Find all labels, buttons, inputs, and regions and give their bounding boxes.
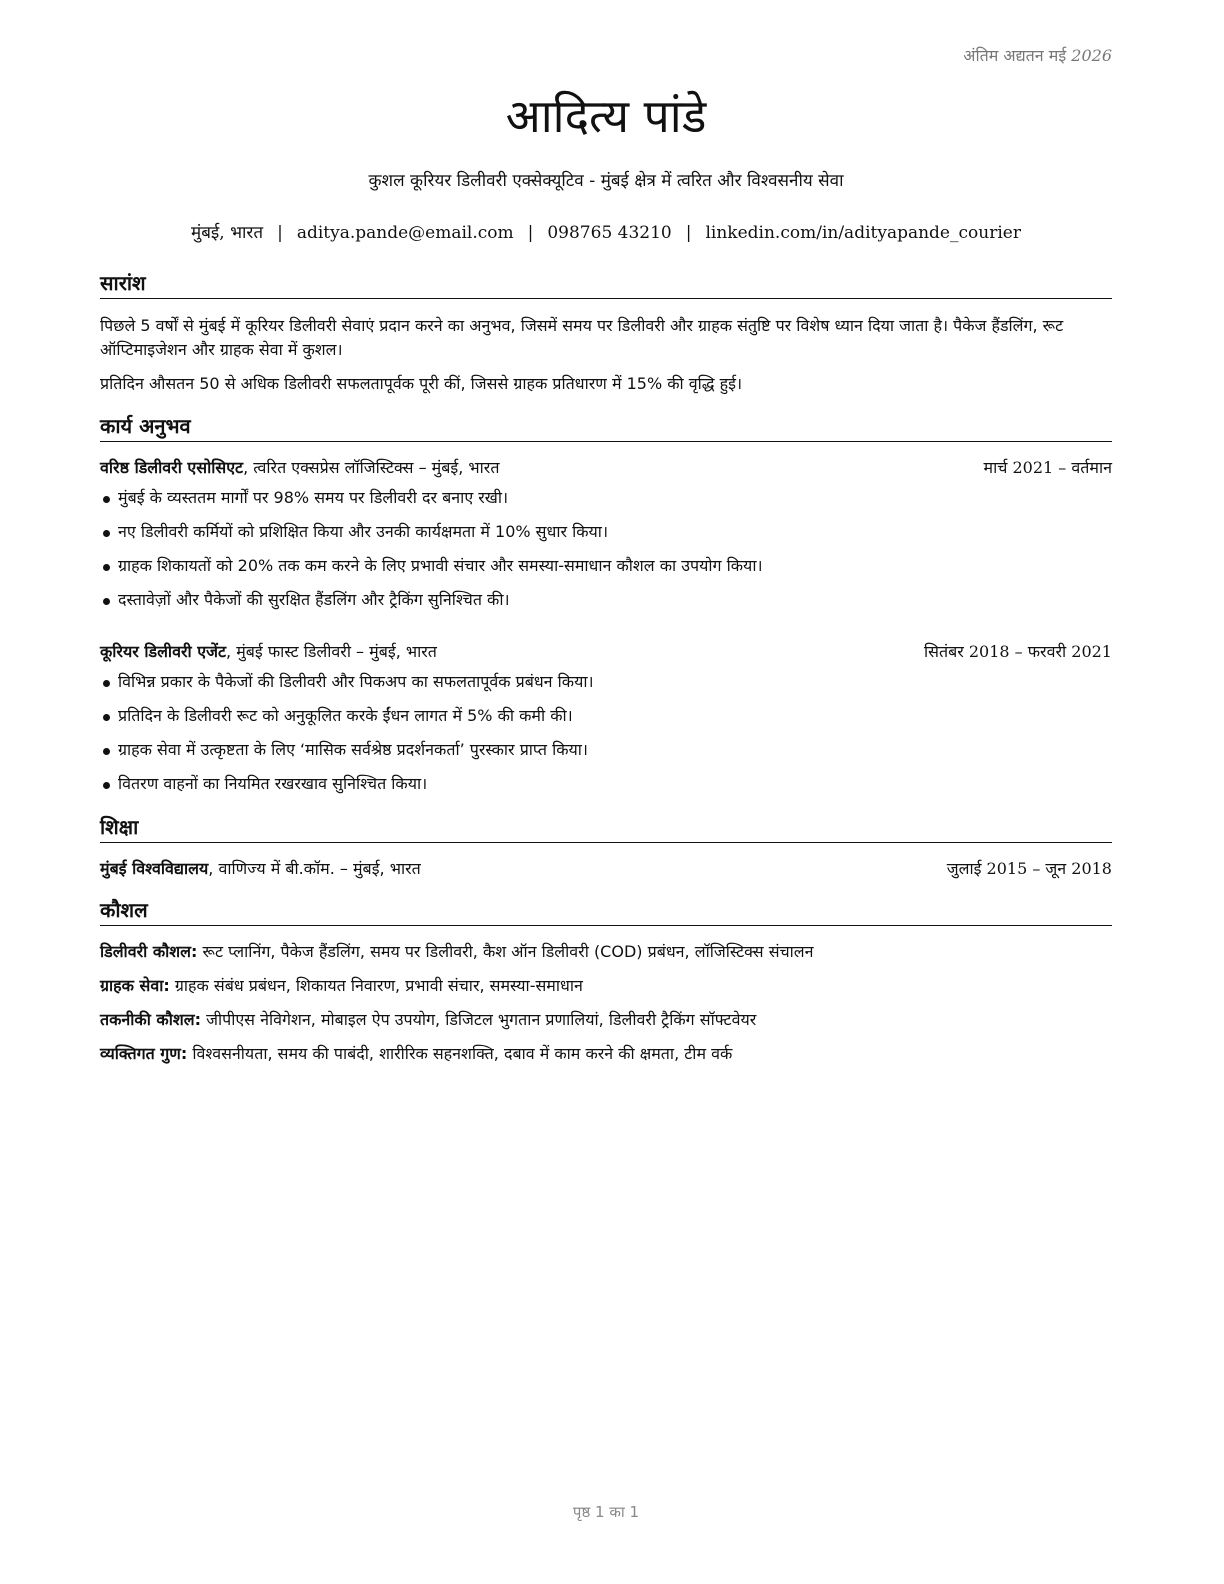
list-item: दस्तावेज़ों और पैकेजों की सुरक्षित हैंडलिंग और ट्रैकिंग सुनिश्चित की।	[100, 588, 1112, 622]
last-updated-label: अंतिम अद्यतन मई	[963, 46, 1067, 65]
contact-location: मुंबई, भारत	[191, 223, 264, 243]
summary-paragraph-1: पिछले 5 वर्षों से मुंबई में कूरियर डिलीवरी सेवाएं प्रदान करने का अनुभव, जिसमें समय पर डिलीवरी और ग्राहक संतुष्टि पर विशेष ध्यान दिया जाता है। पैकेज हैंडलिंग, रूट ऑप्टिमाइजेशन और ग्राहक सेवा में कुशल।	[100, 316, 1064, 359]
school-name: मुंबई विश्वविद्यालय	[100, 859, 209, 878]
skill-row	[100, 1008, 1112, 1032]
skill-value: ग्राहक संबंध प्रबंधन, शिकायत निवारण, प्रभावी संचार, समस्या-समाधान	[169, 976, 583, 995]
job-header	[100, 640, 1112, 664]
job-title: कूरियर डिलीवरी एजेंट	[100, 642, 227, 661]
summary-paragraph-2: प्रतिदिन औसतन 50 से अधिक डिलीवरी सफलतापूर्वक पूरी कीं, जिससे ग्राहक प्रतिधारण में 15% की वृद्धि हुई।	[100, 374, 743, 393]
degree: , वाणिज्य में बी.कॉम. – मुंबई, भारत	[208, 859, 421, 878]
list-item: ग्राहक सेवा में उत्कृष्टता के लिए ‘मासिक सर्वश्रेष्ठ प्रदर्शनकर्ता’ पुरस्कार प्राप्त किया।	[100, 738, 1112, 772]
contact-email[interactable]: aditya.pande@email.com	[296, 223, 514, 243]
skill-row	[100, 940, 1112, 964]
skill-row	[100, 1042, 1112, 1066]
separator: |	[527, 223, 534, 243]
last-updated	[963, 44, 1112, 66]
summary-heading: सारांश	[100, 270, 1112, 299]
job-bullets	[100, 486, 1112, 622]
job-title: वरिष्ठ डिलीवरी एसोसिएट	[100, 458, 244, 477]
skill-row	[100, 974, 1112, 998]
resume-page	[100, 0, 1112, 1584]
education-dates: जुलाई 2015 – जून 2018	[946, 859, 1112, 878]
list-item: प्रतिदिन के डिलीवरी रूट को अनुकूलित करके ईंधन लागत में 5% की कमी की।	[100, 704, 1112, 738]
skill-value: रूट प्लानिंग, पैकेज हैंडलिंग, समय पर डिलीवरी, कैश ऑन डिलीवरी (COD) प्रबंधन, लॉजिस्टिक्स संचालन	[197, 942, 814, 961]
education-heading: शिक्षा	[100, 814, 1112, 843]
job-header	[100, 456, 1112, 480]
contact-phone[interactable]: 098765 43210	[547, 223, 672, 243]
last-updated-year: 2026	[1071, 46, 1112, 65]
candidate-name: आदित्य पांडे	[505, 89, 707, 143]
skill-label: ग्राहक सेवा:	[100, 976, 170, 995]
separator: |	[685, 223, 692, 243]
experience-heading: कार्य अनुभव	[100, 413, 1112, 442]
list-item: वितरण वाहनों का नियमित रखरखाव सुनिश्चित किया।	[100, 772, 1112, 806]
job-bullets	[100, 670, 1112, 806]
page-number: पृष्ठ 1 का 1	[572, 1503, 640, 1521]
skill-value: जीपीएस नेविगेशन, मोबाइल ऐप उपयोग, डिजिटल भुगतान प्रणालियां, डिलीवरी ट्रैकिंग सॉफ्टवेयर	[201, 1010, 757, 1029]
skills-heading: कौशल	[100, 897, 1112, 926]
job-dates: सितंबर 2018 – फरवरी 2021	[923, 642, 1112, 661]
list-item: विभिन्न प्रकार के पैकेजों की डिलीवरी और पिकअप का सफलतापूर्वक प्रबंधन किया।	[100, 670, 1112, 704]
separator: |	[277, 223, 283, 243]
tagline: कुशल कूरियर डिलीवरी एक्सेक्यूटिव - मुंबई क्षेत्र में त्वरित और विश्वसनीय सेवा	[368, 171, 844, 191]
contact-linkedin[interactable]: linkedin.com/in/adityapande_courier	[705, 223, 1021, 243]
skill-label: तकनीकी कौशल:	[100, 1010, 201, 1029]
job-org: , मुंबई फास्ट डिलीवरी – मुंबई, भारत	[226, 642, 437, 661]
list-item: ग्राहक शिकायतों को 20% तक कम करने के लिए प्रभावी संचार और समस्या-समाधान कौशल का उपयोग किया।	[100, 554, 1112, 588]
skill-label: व्यक्तिगत गुण:	[100, 1044, 188, 1063]
job-dates: मार्च 2021 – वर्तमान	[983, 458, 1112, 477]
education-entry	[100, 857, 1112, 881]
list-item: नए डिलीवरी कर्मियों को प्रशिक्षित किया और उनकी कार्यक्षमता में 10% सुधार किया।	[100, 520, 1112, 554]
skill-value: विश्वसनीयता, समय की पाबंदी, शारीरिक सहनशक्ति, दबाव में काम करने की क्षमता, टीम वर्क	[187, 1044, 733, 1063]
job-org: , त्वरित एक्सप्रेस लॉजिस्टिक्स – मुंबई, भारत	[243, 458, 500, 477]
list-item: मुंबई के व्यस्ततम मार्गों पर 98% समय पर डिलीवरी दर बनाए रखी।	[100, 486, 1112, 520]
contact-line	[100, 220, 1112, 243]
skill-label: डिलीवरी कौशल:	[100, 942, 198, 961]
